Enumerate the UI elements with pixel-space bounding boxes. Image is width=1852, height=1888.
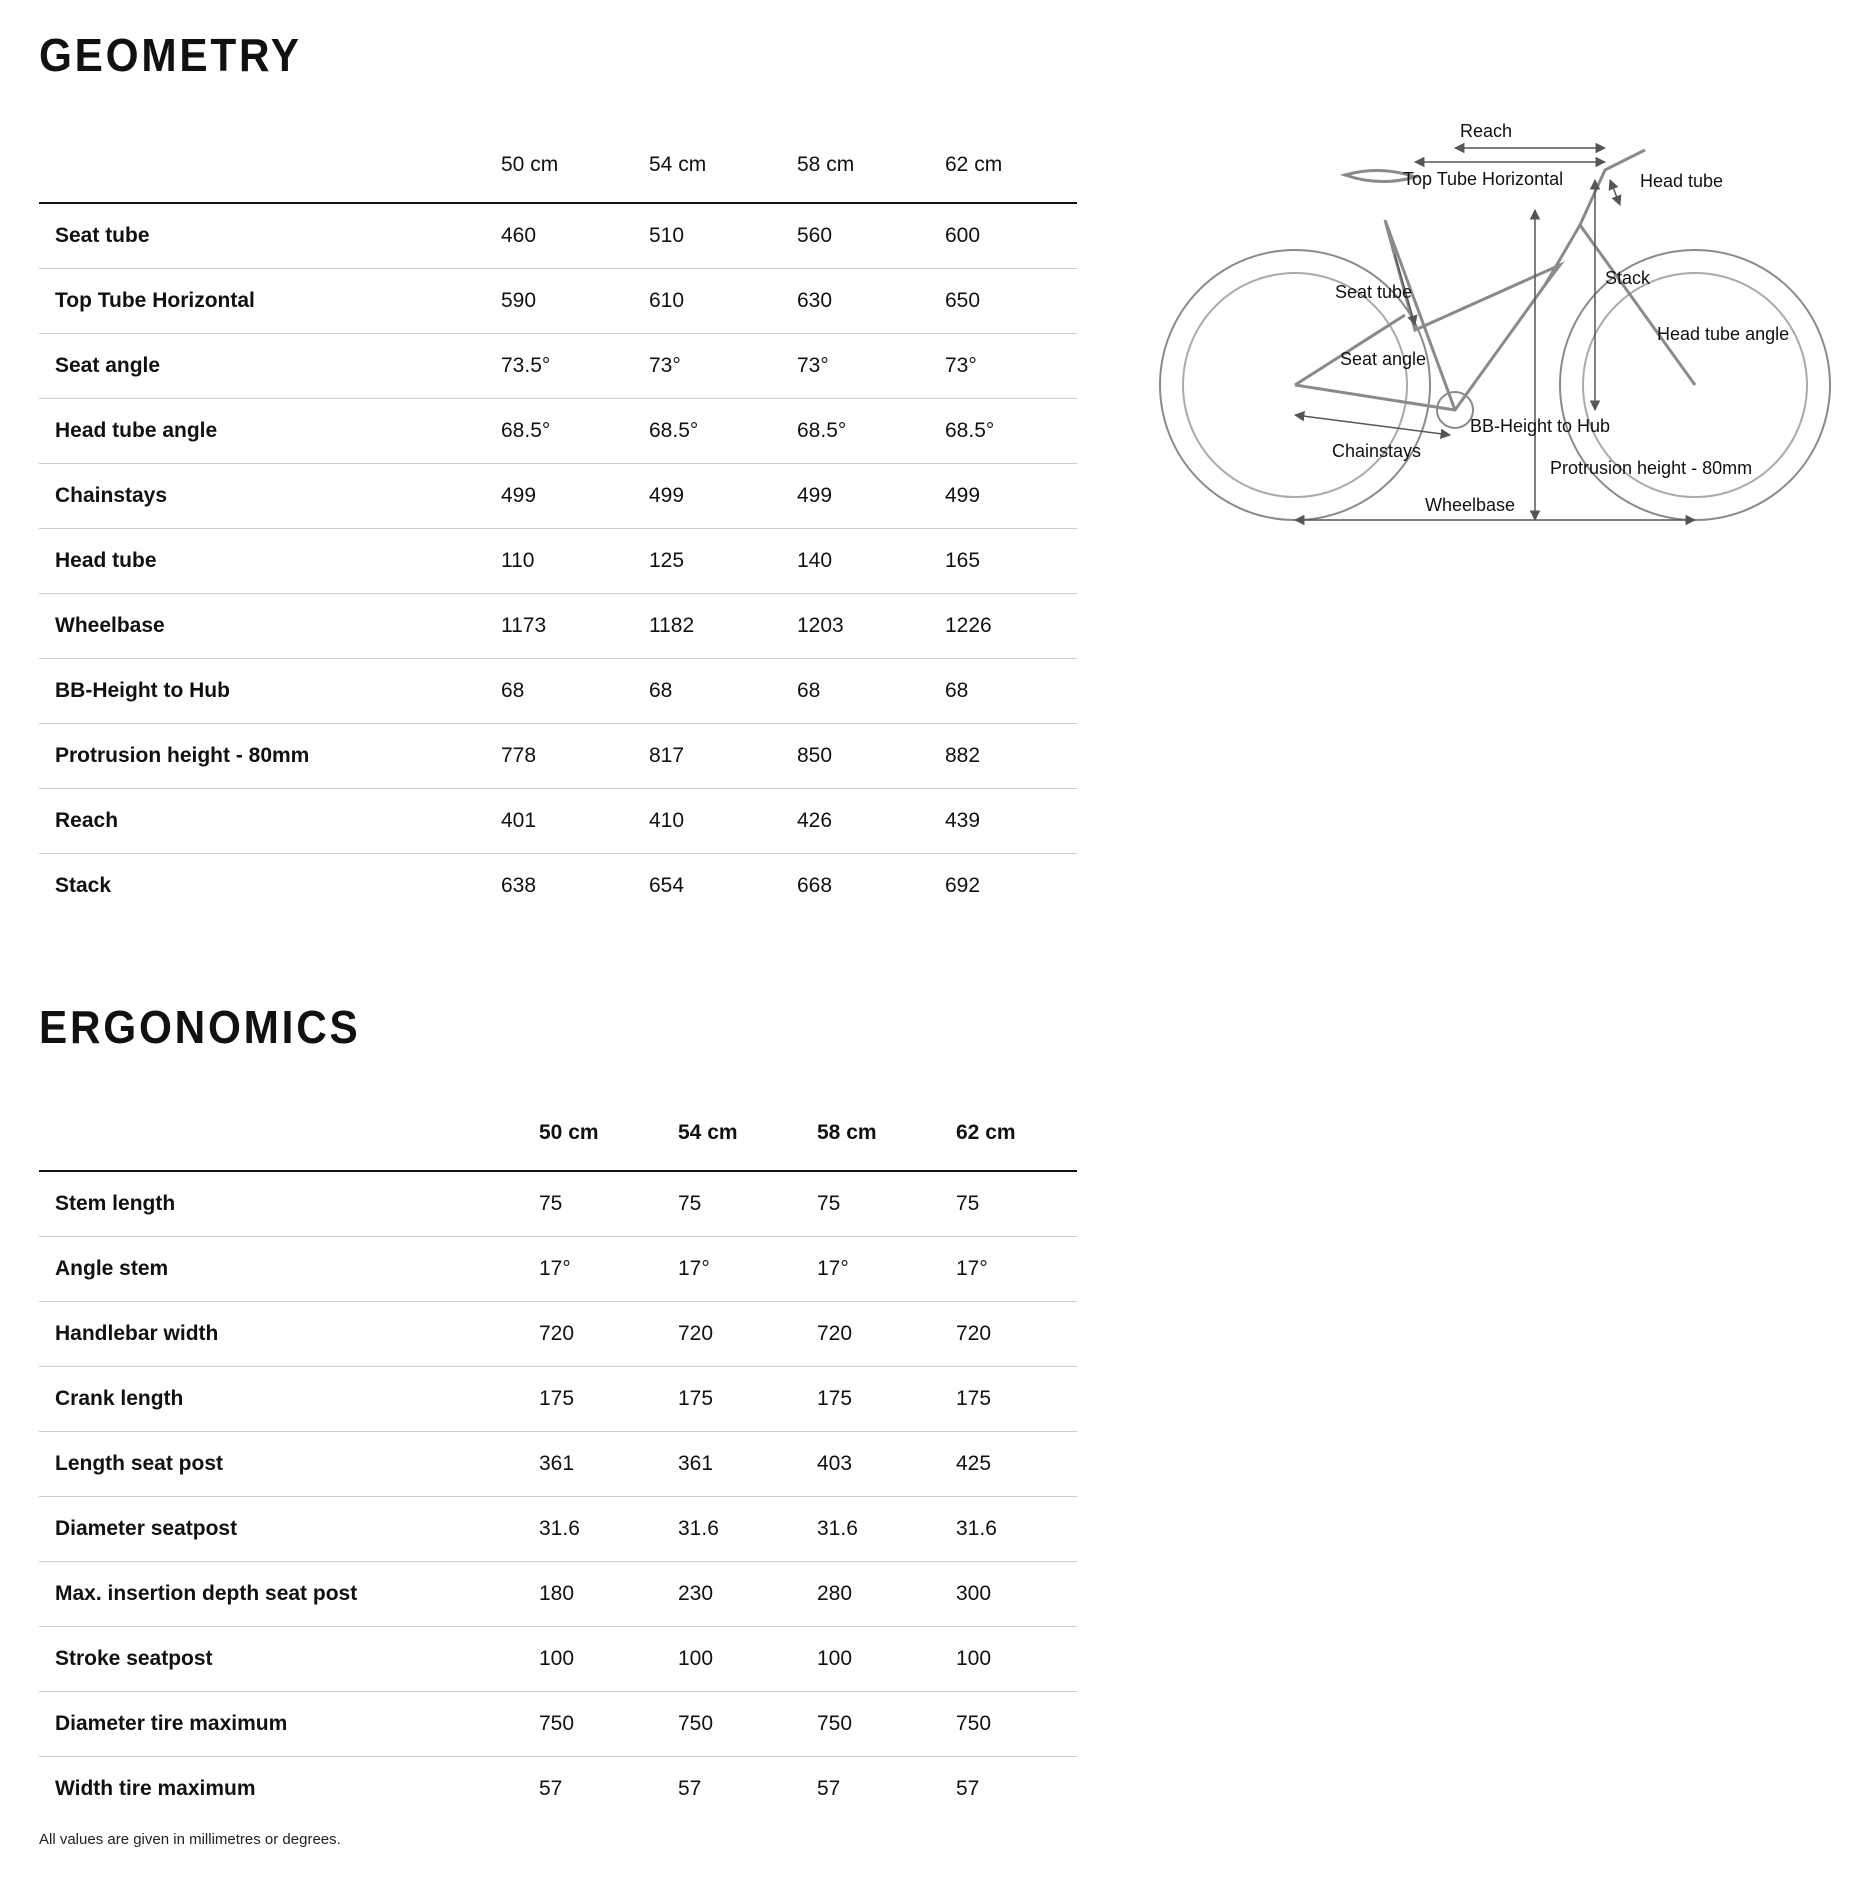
geometry-size-header: 50 cm: [485, 120, 633, 203]
ergonomics-row: [39, 1497, 1077, 1562]
row-value: 73.5°: [485, 334, 633, 399]
geometry-size-header: 62 cm: [929, 120, 1077, 203]
geometry-row: [39, 269, 1077, 334]
bike-frame-icon: [1295, 220, 1695, 410]
diagram-label-seat-tube: Seat tube: [1335, 282, 1413, 302]
geometry-size-header: 58 cm: [781, 120, 929, 203]
diagram-label-top-tube: Top Tube Horizontal: [1403, 169, 1564, 189]
row-label: Head tube: [39, 529, 485, 594]
row-value: 630: [781, 269, 929, 334]
ergonomics-size-header: 54 cm: [662, 1088, 801, 1171]
row-value: 590: [485, 269, 633, 334]
diagram-label-seat-angle: Seat angle: [1340, 349, 1427, 369]
row-value: 1203: [781, 594, 929, 659]
row-value: 100: [801, 1627, 940, 1692]
ergonomics-row: [39, 1367, 1077, 1432]
row-value: 361: [523, 1432, 662, 1497]
row-value: 17°: [662, 1237, 801, 1302]
row-value: 750: [662, 1692, 801, 1757]
ergonomics-size-header: 62 cm: [940, 1088, 1077, 1171]
row-value: 100: [662, 1627, 801, 1692]
row-label: Handlebar width: [39, 1302, 523, 1367]
row-value: 439: [929, 789, 1077, 854]
row-value: 610: [633, 269, 781, 334]
ergonomics-row: [39, 1627, 1077, 1692]
geometry-row: [39, 334, 1077, 399]
row-value: 692: [945, 874, 981, 897]
row-value: 1173: [485, 594, 633, 659]
row-value: 720: [662, 1302, 801, 1367]
row-value: 165: [929, 529, 1077, 594]
row-value: 361: [662, 1432, 801, 1497]
row-value: 425: [940, 1432, 1077, 1497]
diagram-label-stack: Stack: [1605, 268, 1651, 288]
row-label: Stack: [55, 874, 112, 897]
row-value: 650: [929, 269, 1077, 334]
ergonomics-row: [39, 1171, 1077, 1237]
diagram-label-chainstays: Chainstays: [1332, 441, 1422, 461]
row-value: 68.5°: [485, 399, 633, 464]
row-value: 175: [801, 1367, 940, 1432]
row-value: 125: [633, 529, 781, 594]
row-value: 1226: [929, 594, 1077, 659]
row-value: 720: [940, 1302, 1077, 1367]
row-label: Seat tube: [39, 203, 485, 269]
row-value: 720: [801, 1302, 940, 1367]
ergonomics-table: [39, 1088, 1077, 1821]
row-value: 57: [539, 1777, 563, 1800]
geometry-row: [39, 529, 1077, 594]
geometry-row: [39, 203, 1077, 269]
row-value: 499: [929, 464, 1077, 529]
row-value: 175: [523, 1367, 662, 1432]
ergonomics-row: [39, 1432, 1077, 1497]
geometry-row: [39, 659, 1077, 724]
diagram-label-head-tube: Head tube: [1640, 171, 1724, 191]
row-value: 68: [929, 659, 1077, 724]
bike-geometry-diagram: [1150, 115, 1840, 535]
row-value: 31.6: [940, 1497, 1077, 1562]
row-value: 31.6: [801, 1497, 940, 1562]
row-value: 750: [940, 1692, 1077, 1757]
row-label: Chainstays: [39, 464, 485, 529]
row-value: 401: [485, 789, 633, 854]
geometry-row: [39, 399, 1077, 464]
row-value: 73°: [781, 334, 929, 399]
row-value: 100: [523, 1627, 662, 1692]
diagram-label-reach: Reach: [1460, 121, 1513, 141]
row-value: 68.5°: [929, 399, 1077, 464]
row-value: 140: [781, 529, 929, 594]
ergonomics-header-row: [39, 1088, 1077, 1171]
row-value: 68: [781, 659, 929, 724]
row-value: 600: [929, 203, 1077, 269]
row-value: 850: [781, 724, 929, 789]
row-value: 17°: [801, 1237, 940, 1302]
row-value: 57: [817, 1777, 841, 1800]
row-value: 175: [662, 1367, 801, 1432]
row-value: 817: [633, 724, 781, 789]
row-value: 75: [801, 1171, 940, 1237]
row-value: 180: [523, 1562, 662, 1627]
geometry-header-row: [39, 120, 1077, 203]
row-value: 460: [485, 203, 633, 269]
row-label: Top Tube Horizontal: [39, 269, 485, 334]
row-value: 73°: [929, 334, 1077, 399]
row-value: 17°: [940, 1237, 1077, 1302]
diagram-label-protrusion-height: Protrusion height - 80mm: [1550, 458, 1753, 478]
row-value: 668: [797, 874, 833, 897]
row-value: 750: [523, 1692, 662, 1757]
row-value: 750: [801, 1692, 940, 1757]
footnote: All values are given in millimetres or degrees.: [39, 1831, 341, 1848]
row-value: 68: [633, 659, 781, 724]
row-value: 638: [501, 874, 537, 897]
row-value: 57: [956, 1777, 980, 1800]
row-label: Stem length: [39, 1171, 523, 1237]
row-value: 499: [485, 464, 633, 529]
row-value: 426: [781, 789, 929, 854]
ergonomics-header-label: [39, 1088, 523, 1171]
ergonomics-row: [39, 1562, 1077, 1627]
row-value: 1182: [633, 594, 781, 659]
row-value: 31.6: [662, 1497, 801, 1562]
diagram-label-wheelbase: Wheelbase: [1425, 495, 1516, 515]
ergonomics-row: [39, 1302, 1077, 1367]
row-label: Max. insertion depth seat post: [39, 1562, 523, 1627]
row-value: 110: [485, 529, 633, 594]
row-value: 778: [485, 724, 633, 789]
row-value: 75: [523, 1171, 662, 1237]
row-value: 68.5°: [781, 399, 929, 464]
row-value: 57: [678, 1777, 702, 1800]
geometry-row: [39, 789, 1077, 854]
row-label: Crank length: [39, 1367, 523, 1432]
row-value: 720: [523, 1302, 662, 1367]
ergonomics-title: ERGONOMICS: [39, 1001, 361, 1053]
row-label: Width tire maximum: [55, 1777, 256, 1800]
geometry-header-label: [39, 120, 485, 203]
row-value: 410: [633, 789, 781, 854]
row-value: 499: [781, 464, 929, 529]
row-value: 17°: [523, 1237, 662, 1302]
row-label: BB-Height to Hub: [39, 659, 485, 724]
geometry-row: [39, 594, 1077, 659]
row-value: 75: [662, 1171, 801, 1237]
row-value: 31.6: [523, 1497, 662, 1562]
row-label: Diameter seatpost: [39, 1497, 523, 1562]
row-label: Wheelbase: [39, 594, 485, 659]
row-value: 882: [929, 724, 1077, 789]
diagram-label-head-tube-angle: Head tube angle: [1657, 324, 1790, 344]
row-value: 300: [940, 1562, 1077, 1627]
row-value: 280: [801, 1562, 940, 1627]
ergonomics-row: [39, 1757, 1077, 1822]
row-value: 75: [940, 1171, 1077, 1237]
row-label: Head tube angle: [39, 399, 485, 464]
row-label: Reach: [39, 789, 485, 854]
geometry-title: GEOMETRY: [39, 29, 302, 81]
row-value: 403: [801, 1432, 940, 1497]
row-value: 68: [485, 659, 633, 724]
row-value: 654: [649, 874, 685, 897]
row-label: Stroke seatpost: [39, 1627, 523, 1692]
row-value: 100: [940, 1627, 1077, 1692]
row-label: Length seat post: [39, 1432, 523, 1497]
row-value: 175: [940, 1367, 1077, 1432]
row-value: 499: [633, 464, 781, 529]
ergonomics-row: [39, 1692, 1077, 1757]
geometry-table: [39, 120, 1077, 918]
ergonomics-size-header: 58 cm: [801, 1088, 940, 1171]
row-value: 230: [662, 1562, 801, 1627]
row-value: 73°: [633, 334, 781, 399]
row-label: Protrusion height - 80mm: [39, 724, 485, 789]
geometry-row: [39, 854, 1077, 919]
row-value: 68.5°: [633, 399, 781, 464]
row-label: Angle stem: [39, 1237, 523, 1302]
ergonomics-size-header: 50 cm: [523, 1088, 662, 1171]
geometry-size-header: 54 cm: [633, 120, 781, 203]
geometry-row: [39, 724, 1077, 789]
row-label: Diameter tire maximum: [39, 1692, 523, 1757]
geometry-row: [39, 464, 1077, 529]
diagram-label-bb-height: BB-Height to Hub: [1470, 416, 1611, 436]
ergonomics-row: [39, 1237, 1077, 1302]
row-value: 560: [781, 203, 929, 269]
row-label: Seat angle: [39, 334, 485, 399]
row-value: 510: [633, 203, 781, 269]
